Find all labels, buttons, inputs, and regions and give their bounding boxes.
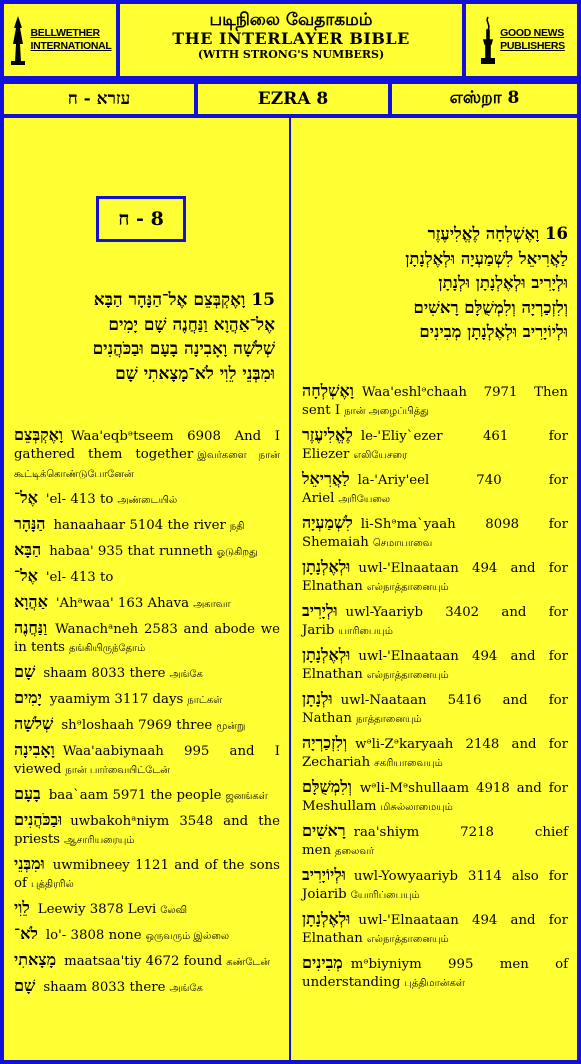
entry-hebrew: שְׁלֹשָׁה <box>14 714 54 733</box>
entry-tamil: புத்திரரில் <box>30 879 74 890</box>
page-title: THE INTERLAYER BIBLE <box>172 29 410 48</box>
list-item <box>302 602 568 641</box>
verse-line: שְׁלֹשָׁה וָאָבִינָה בָעָם וּבַכֹּהֲנִים <box>92 339 275 359</box>
verse-line: אֶל־אַהֲוָא וַנַּחֲנֶה שָׁם יָמִים <box>108 314 275 335</box>
entry-tamil: அங்கே <box>169 669 203 680</box>
entry-hebrew: וּמִבְּנֵי <box>14 854 45 873</box>
entry-hebrew: לִשְׁמַעְיָה <box>302 513 353 532</box>
page-subtitle: (WITH STRONG'S NUMBERS) <box>197 48 385 61</box>
entry-tamil: நான் பார்வையிட்டேன் <box>65 765 170 776</box>
title-block <box>116 0 466 80</box>
entry-tamil: நாத்தானையும் <box>355 714 422 725</box>
right-entries <box>302 382 568 998</box>
entry-tamil: கண்டேன் <box>226 957 271 968</box>
list-item <box>14 541 280 562</box>
verse-line: וּלְיָרִיב וּלְאֶלְנָתָן וּלְנָתָן <box>438 273 568 292</box>
list-item <box>14 811 280 850</box>
logo-line-1: BELLWETHER <box>30 27 100 39</box>
entry-gloss: mᵊbiyniym 995 men of understanding <box>302 957 568 990</box>
logo-line-1: GOOD NEWS <box>500 27 564 39</box>
entry-hebrew: וְלִזְכַרְיָה <box>302 733 348 752</box>
entry-gloss: 'Ahᵃwaa' 163 Ahava <box>55 596 190 611</box>
entry-gloss: 'el- 413 to <box>45 570 114 585</box>
entry-tamil: நதி <box>229 521 245 532</box>
entry-gloss: uwl-'Elnaataan 494 and for Elnathan <box>302 649 568 682</box>
verse-line: וּלְיוֹיָרִיב וּלְאֶלְנָתָן מְבִינִים <box>419 322 568 341</box>
entry-hebrew: מְבִינִים <box>302 953 343 972</box>
entry-hebrew: אַהֲוָא <box>14 592 48 611</box>
entry-gloss: lo'- 3808 none <box>45 928 142 943</box>
entry-tamil: ஒருவரும் இல்லை <box>145 931 230 942</box>
list-item <box>302 514 568 553</box>
entry-gloss: la-'Ariy'eel 740 for Ariel <box>302 473 568 506</box>
entry-gloss: le-'Eliy`ezer 461 for Eliezer <box>302 429 568 462</box>
entry-gloss: Wanachᵃneh 2583 and abode we in tents <box>14 622 280 655</box>
entry-hebrew: לֵוִי <box>14 898 30 917</box>
verse-hebrew-16 <box>300 222 568 345</box>
list-item <box>14 619 280 658</box>
entry-hebrew: מָצָאתִי <box>14 950 57 969</box>
entry-tamil: எல்நாத்தானையும் <box>366 670 449 681</box>
entry-gloss: shaam 8033 there <box>43 666 166 681</box>
chapter-label: 8 - ח <box>96 196 186 242</box>
entry-tamil: அரியேலை <box>338 494 391 505</box>
entry-hebrew: וּלְיָרִיב <box>302 601 338 620</box>
entry-hebrew: שָׁם <box>14 976 36 995</box>
entry-hebrew: וָאָבִינָה <box>14 740 55 759</box>
list-item <box>302 822 568 861</box>
list-item <box>14 715 280 736</box>
entry-hebrew: לַאֲרִיאֵל <box>302 469 350 488</box>
entry-tamil: செமாயாவை <box>372 538 433 549</box>
entry-hebrew: אֶל־ <box>14 566 38 585</box>
entry-hebrew: לֶאֱלִיעֶזֶר <box>302 425 353 444</box>
entry-gloss: uwmibneey 1121 and of the sons of <box>14 858 280 891</box>
entry-hebrew: הַנָּהָר <box>14 514 46 533</box>
list-item <box>14 951 280 972</box>
logo-line-2: INTERNATIONAL <box>30 40 112 52</box>
list-item <box>14 593 280 614</box>
entry-gloss: Waa'aabiynaah 995 and I viewed <box>14 744 280 777</box>
entry-hebrew: לֹא־ <box>14 924 38 943</box>
entry-tamil: எல்நாத்தானையும் <box>366 582 449 593</box>
list-item <box>302 426 568 465</box>
list-item <box>302 778 568 817</box>
list-item <box>14 663 280 684</box>
entry-tamil: எல்நாத்தானையும் <box>366 934 449 945</box>
entry-hebrew: וּבַכֹּהֲנִים <box>14 810 63 829</box>
entry-hebrew: רָאשִׁים <box>302 821 346 840</box>
entry-gloss: Leewiy 3878 Levi <box>37 902 157 917</box>
entry-gloss: Waa'eshlᵊchaah 7971 Then sent I <box>302 385 568 418</box>
goodnews-logo <box>462 0 581 80</box>
entry-hebrew: וּלְנָתָן <box>302 689 333 708</box>
list-item <box>302 382 568 421</box>
entry-gloss: hanaahaar 5104 the river <box>53 518 226 533</box>
entry-gloss: yaamiym 3117 days <box>49 692 184 707</box>
entry-hebrew: שָׁם <box>14 662 36 681</box>
list-item <box>302 910 568 949</box>
entry-tamil: புத்திமான்கள் <box>404 978 465 989</box>
list-item <box>14 689 280 710</box>
verse-line: וּמִבְּנֵי לֵוִי לֹא־מָצָאתִי שָׁם <box>115 363 275 384</box>
entry-hebrew: יָמִים <box>14 688 42 707</box>
list-item <box>302 646 568 685</box>
entry-gloss: uwl-'Elnaataan 494 and for Elnathan <box>302 913 568 946</box>
verse-line: וְלִזְכַרְיָה וְלִמְשֻׁלָּם רָאשִׁים <box>413 297 568 317</box>
entry-tamil: சகரியாவையும் <box>374 758 443 769</box>
entry-hebrew: וּלְאֶלְנָתָן <box>302 909 351 928</box>
list-item <box>14 977 280 998</box>
list-item <box>302 470 568 509</box>
list-item <box>302 734 568 773</box>
book-hebrew: עזרא - ח <box>0 80 198 118</box>
entry-hebrew: אֶל־ <box>14 488 38 507</box>
ram-icon <box>8 14 28 66</box>
verse-line: 16 וָאֶשְׁלְחָה לֶאֱלִיעֶזֶר <box>427 224 568 243</box>
list-item <box>14 899 280 920</box>
entry-gloss: Waa'eqbᵊtseem 6908 And I gathered them together <box>14 429 280 462</box>
list-item <box>14 567 280 588</box>
verse-hebrew-15 <box>20 288 275 386</box>
list-item <box>14 741 280 780</box>
entry-gloss: uwl-Naataan 5416 and for Nathan <box>302 693 568 726</box>
entry-tamil: ஜனங்கள் <box>225 791 268 802</box>
list-item <box>14 925 280 946</box>
entry-tamil: தலைவர் <box>335 846 375 857</box>
entry-gloss: uwbakohᵃniym 3548 and the priests <box>14 814 280 847</box>
list-item <box>302 690 568 729</box>
verse-line: לַאֲרִיאֵל לִשְׁמַעְיָה וּלְאֶלְנָתָן <box>405 248 568 268</box>
entry-gloss: habaa' 935 that runneth <box>49 544 213 559</box>
entry-tamil: யாரிபையும் <box>338 626 393 637</box>
entry-tamil: லேவி <box>160 905 188 916</box>
entry-hebrew: וּלְיוֹיָרִיב <box>302 865 346 884</box>
entry-gloss: raa'shiym 7218 chief men <box>302 825 568 858</box>
entry-gloss: wᵊli-Mᵊshullaam 4918 and for Meshullam <box>302 781 568 814</box>
left-entries <box>14 426 280 1003</box>
list-item <box>14 426 280 484</box>
book-english: EZRA 8 <box>194 80 392 118</box>
entry-gloss: baa`aam 5971 the people <box>48 788 222 803</box>
entry-hebrew: וָאֶקְבְּצֵם <box>14 425 64 444</box>
list-item <box>14 785 280 806</box>
entry-gloss: shᵊloshaah 7969 three <box>61 718 213 733</box>
entry-hebrew: וָאֶשְׁלְחָה <box>302 381 354 400</box>
entry-hebrew: בָעָם <box>14 784 41 803</box>
entry-hebrew: הַבָּא <box>14 540 42 559</box>
list-item <box>302 558 568 597</box>
entry-hebrew: וְלִמְשֻׁלָּם <box>302 777 352 796</box>
verse-line: 15 וָאֶקְבְּצֵם אֶל־הַנָּהָר הַבָּא <box>93 290 275 310</box>
list-item <box>14 515 280 536</box>
entry-gloss: uwl-'Elnaataan 494 and for Elnathan <box>302 561 568 594</box>
entry-tamil: அகாவா <box>193 599 231 610</box>
entry-gloss: maatsaa'tiy 4672 found <box>64 954 223 969</box>
entry-tamil: அங்கே <box>169 983 203 994</box>
entry-tamil: மூன்று <box>216 721 246 732</box>
book-tamil: எஸ்றா 8 <box>388 80 581 118</box>
entry-tamil: இவர்களை நான் கூட்டிக்கொண்டுபோனேன் <box>14 450 281 480</box>
title-tamil: படிநிலை வேதாகமம் <box>209 10 373 30</box>
list-item <box>302 954 568 993</box>
entry-gloss: wᵊli-Zᵊkaryaah 2148 and for Zechariah <box>302 737 568 770</box>
entry-hebrew: וּלְאֶלְנָתָן <box>302 557 351 576</box>
entry-tamil: எலியேசரை <box>353 450 408 461</box>
list-item <box>302 866 568 905</box>
entry-gloss: uwl-Yowyaariyb 3114 also for Joiarib <box>302 869 568 902</box>
entry-tamil: அண்டையில் <box>117 495 178 506</box>
entry-hebrew: וּלְאֶלְנָתָן <box>302 645 351 664</box>
list-item <box>14 855 280 894</box>
entry-gloss: shaam 8033 there <box>43 980 166 995</box>
entry-tamil: ஓடுகிறது <box>216 547 258 558</box>
entry-hebrew: וַנַּחֲנֶה <box>14 618 48 637</box>
entry-gloss: uwl-Yaariyb 3402 and for Jarib <box>302 605 568 638</box>
entry-tamil: ஆசாரியரையும் <box>63 835 135 846</box>
list-item <box>14 489 280 510</box>
logo-line-2: PUBLISHERS <box>500 40 565 52</box>
bellwether-logo <box>0 0 120 80</box>
entry-tamil: யோரிப்பையும் <box>350 890 420 901</box>
candlestick-icon <box>478 14 498 66</box>
entry-gloss: li-Shᵊma`yaah 8098 for Shemaiah <box>302 517 568 550</box>
entry-tamil: மிசுல்லாமையும் <box>380 802 453 813</box>
entry-tamil: தங்கியிருந்தோம் <box>69 643 146 654</box>
entry-gloss: 'el- 413 to <box>45 492 114 507</box>
entry-tamil: நான் அழைப்பித்து <box>344 406 429 417</box>
entry-tamil: நாட்கள் <box>187 695 223 706</box>
